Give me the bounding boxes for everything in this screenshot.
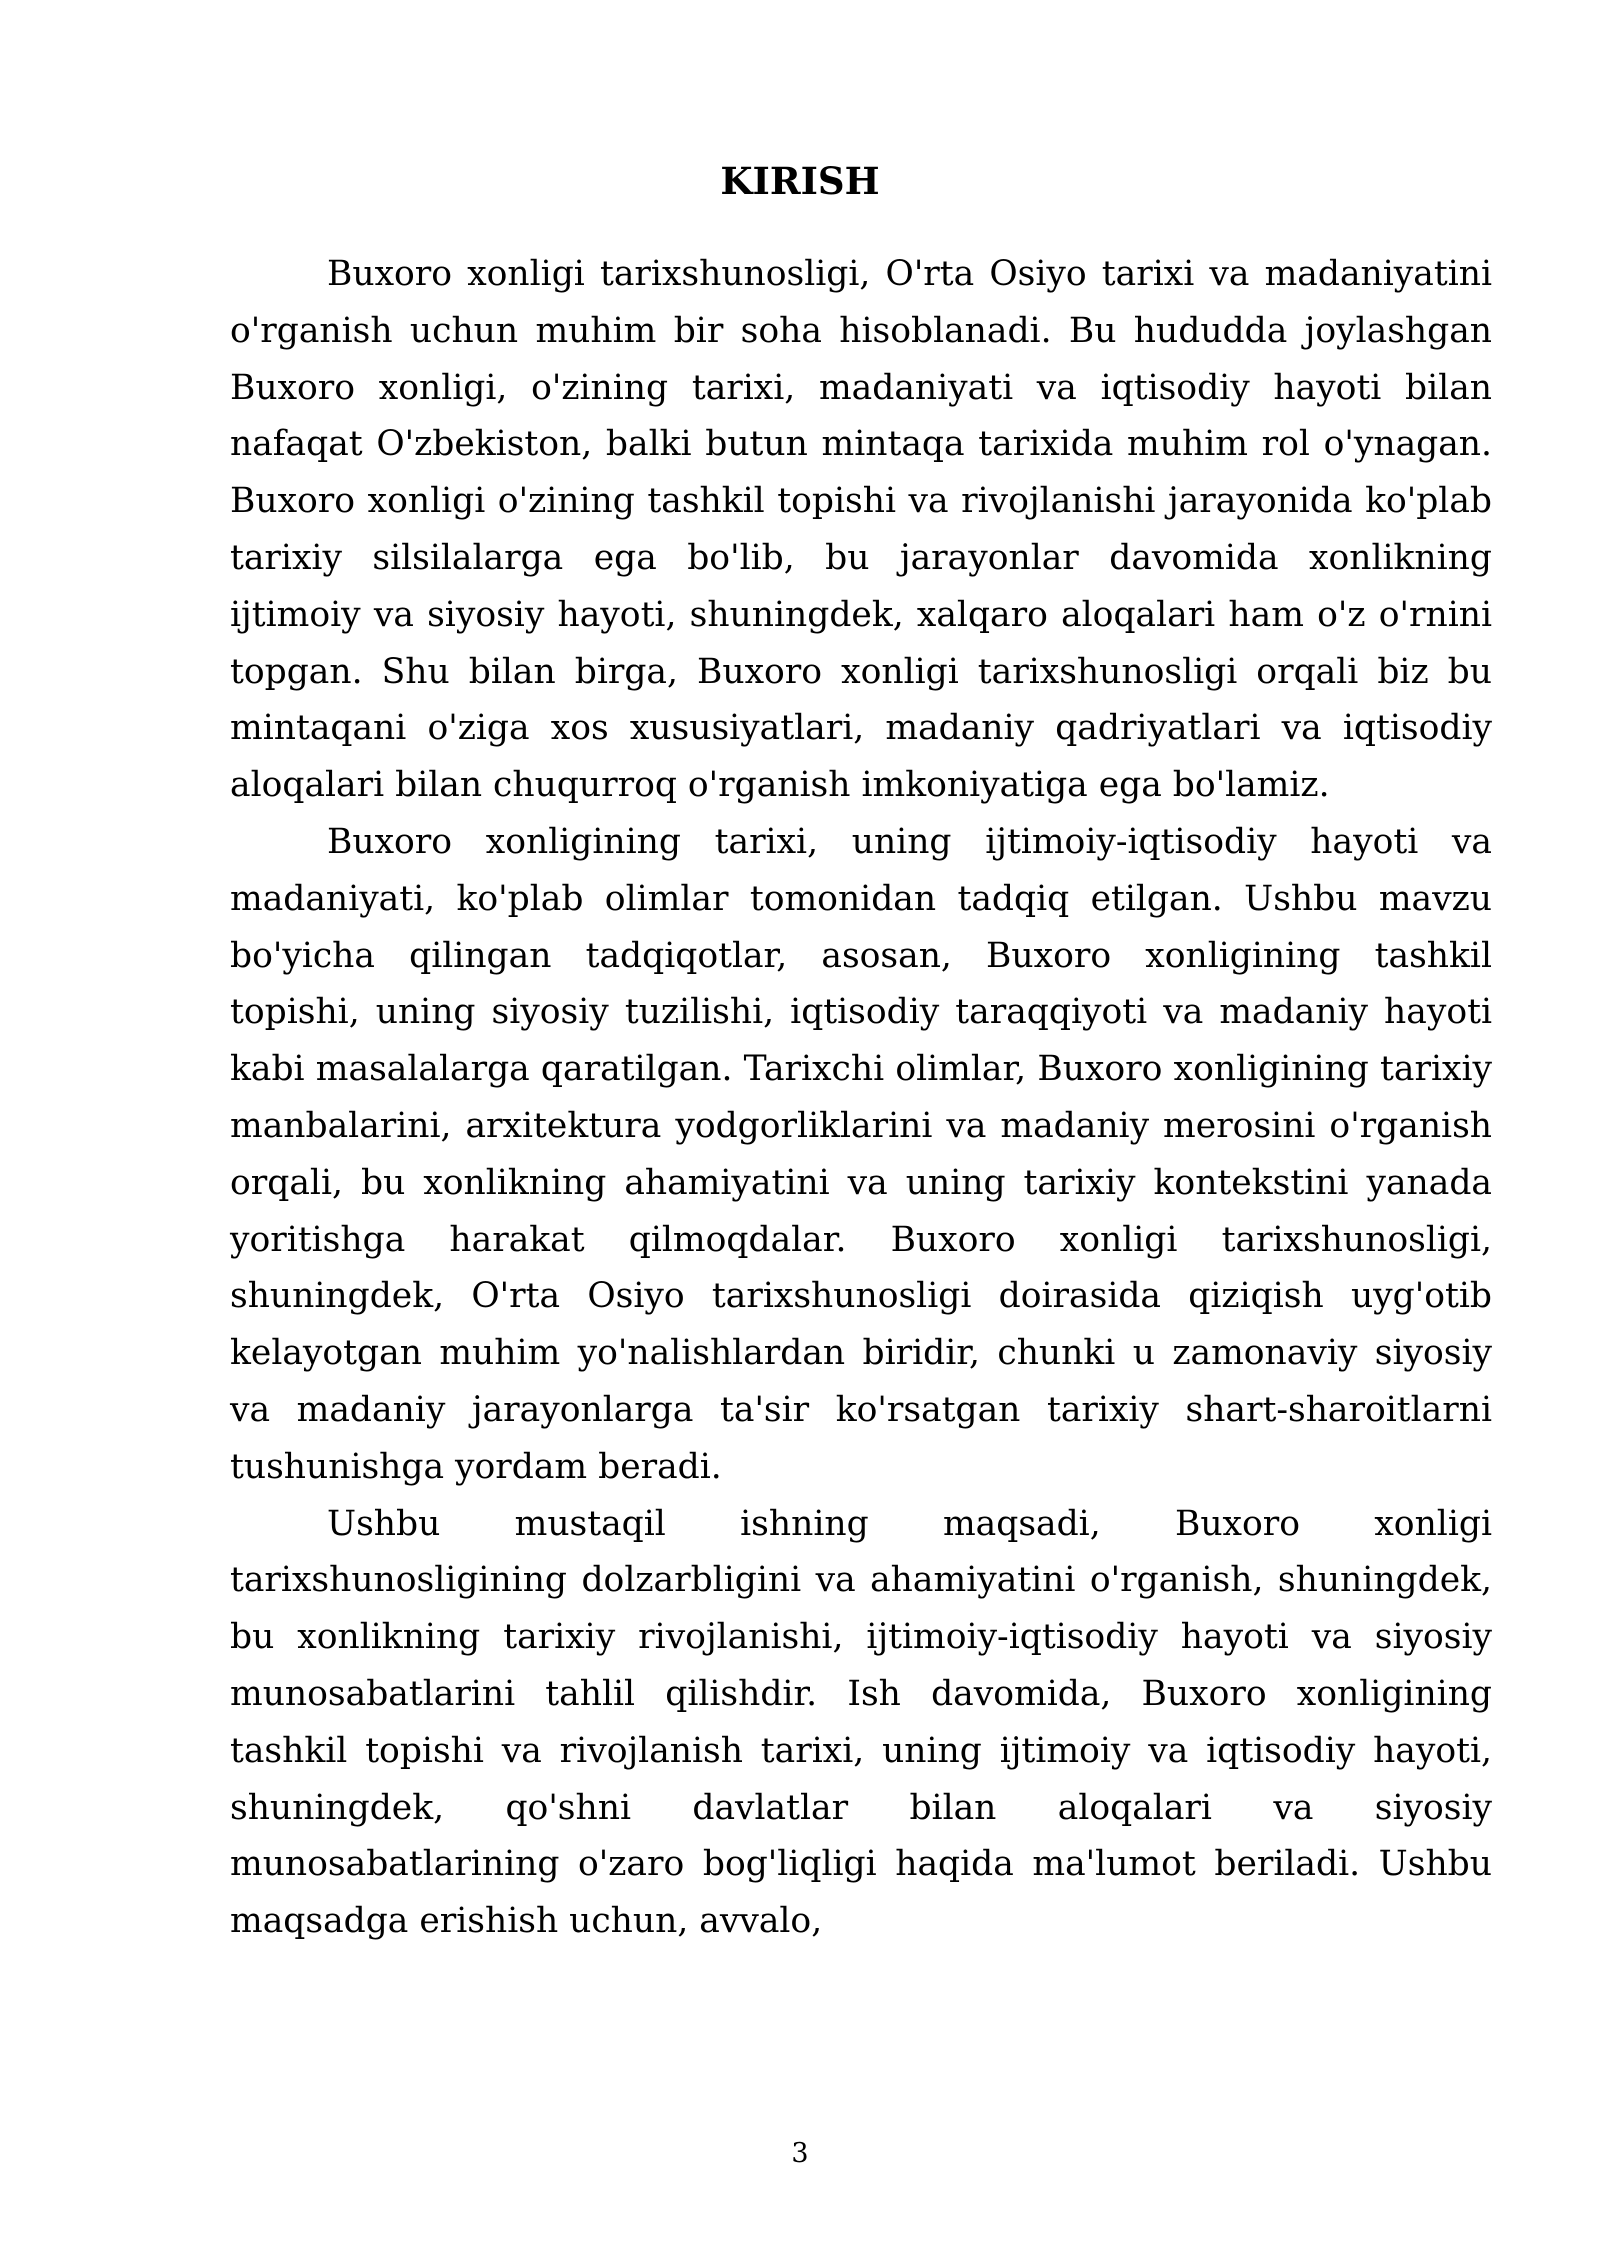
- page-title: KIRISH: [720, 159, 880, 203]
- page-number: 3: [791, 2138, 809, 2169]
- paragraph-1: Buxoro xonligi tarixshunosligi, O'rta Osiyo tarixi va madaniyatini o'rganish uchun muhim bir soha hisoblanadi. Bu hududda joylashgan Buxoro xonligi, o'zining tarixi, madaniyati va iqtisodiy hayoti bilan nafaqat O'zbekiston, balki butun mintaqa tarixida muhim rol o'ynagan. Buxoro xonligi o'zining tashkil topishi va rivojlanishi jarayonida ko'plab tarixiy silsilalarga ega bo'lib, bu jarayonlar davomida xonlikning ijtimoiy va siyosiy hayoti, shuningdek, xalqaro aloqalari ham o'z o'rnini topgan. Shu bilan birga, Buxoro xonligi tarixshunosligi orqali biz bu mintaqani o'ziga xos xususiyatlari, madaniy qadriyatlari va iqtisodiy aloqalari bilan chuqurroq o'rganish imkoniyatiga ega bo'lamiz.: [230, 254, 1492, 806]
- paragraph-2: Buxoro xonligining tarixi, uning ijtimoiy-iqtisodiy hayoti va madaniyati, ko'plab olimlar tomonidan tadqiq etilgan. Ushbu mavzu bo'yicha qilingan tadqiqotlar, asosan, Buxoro xonligining tashkil topishi, uning siyosiy tuzilishi, iqtisodiy taraqqiyoti va madaniy hayoti kabi masalalarga qaratilgan. Tarixchi olimlar, Buxoro xonligining tarixiy manbalarini, arxitektura yodgorliklarini va madaniy merosini o'rganish orqali, bu xonlikning ahamiyatini va uning tarixiy kontekstini yanada yoritishga harakat qilmoqdalar. Buxoro xonligi tarixshunosligi, shuningdek, O'rta Osiyo tarixshunosligi doirasida qiziqish uyg'otib kelayotgan muhim yo'nalishlardan biridir, chunki u zamonaviy siyosiy va madaniy jarayonlarga ta'sir ko'rsatgan tarixiy shart-sharoitlarni tushunishga yordam beradi.: [230, 821, 1492, 1487]
- body-text: [230, 246, 1492, 1950]
- paragraph-3: Ushbu mustaqil ishning maqsadi, Buxoro xonligi tarixshunosligining dolzarbligini va ahamiyatini o'rganish, shuningdek, bu xonlikning tarixiy rivojlanishi, ijtimoiy-iqtisodiy hayoti va siyosiy munosabatlarini tahlil qilishdir. Ish davomida, Buxoro xonligining tashkil topishi va rivojlanish tarixi, uning ijtimoiy va iqtisodiy hayoti, shuningdek, qo'shni davlatlar bilan aloqalari va siyosiy munosabatlarining o'zaro bog'liqligi haqida ma'lumot beriladi. Ushbu maqsadga erishish uchun, avvalo,: [230, 1503, 1492, 1942]
